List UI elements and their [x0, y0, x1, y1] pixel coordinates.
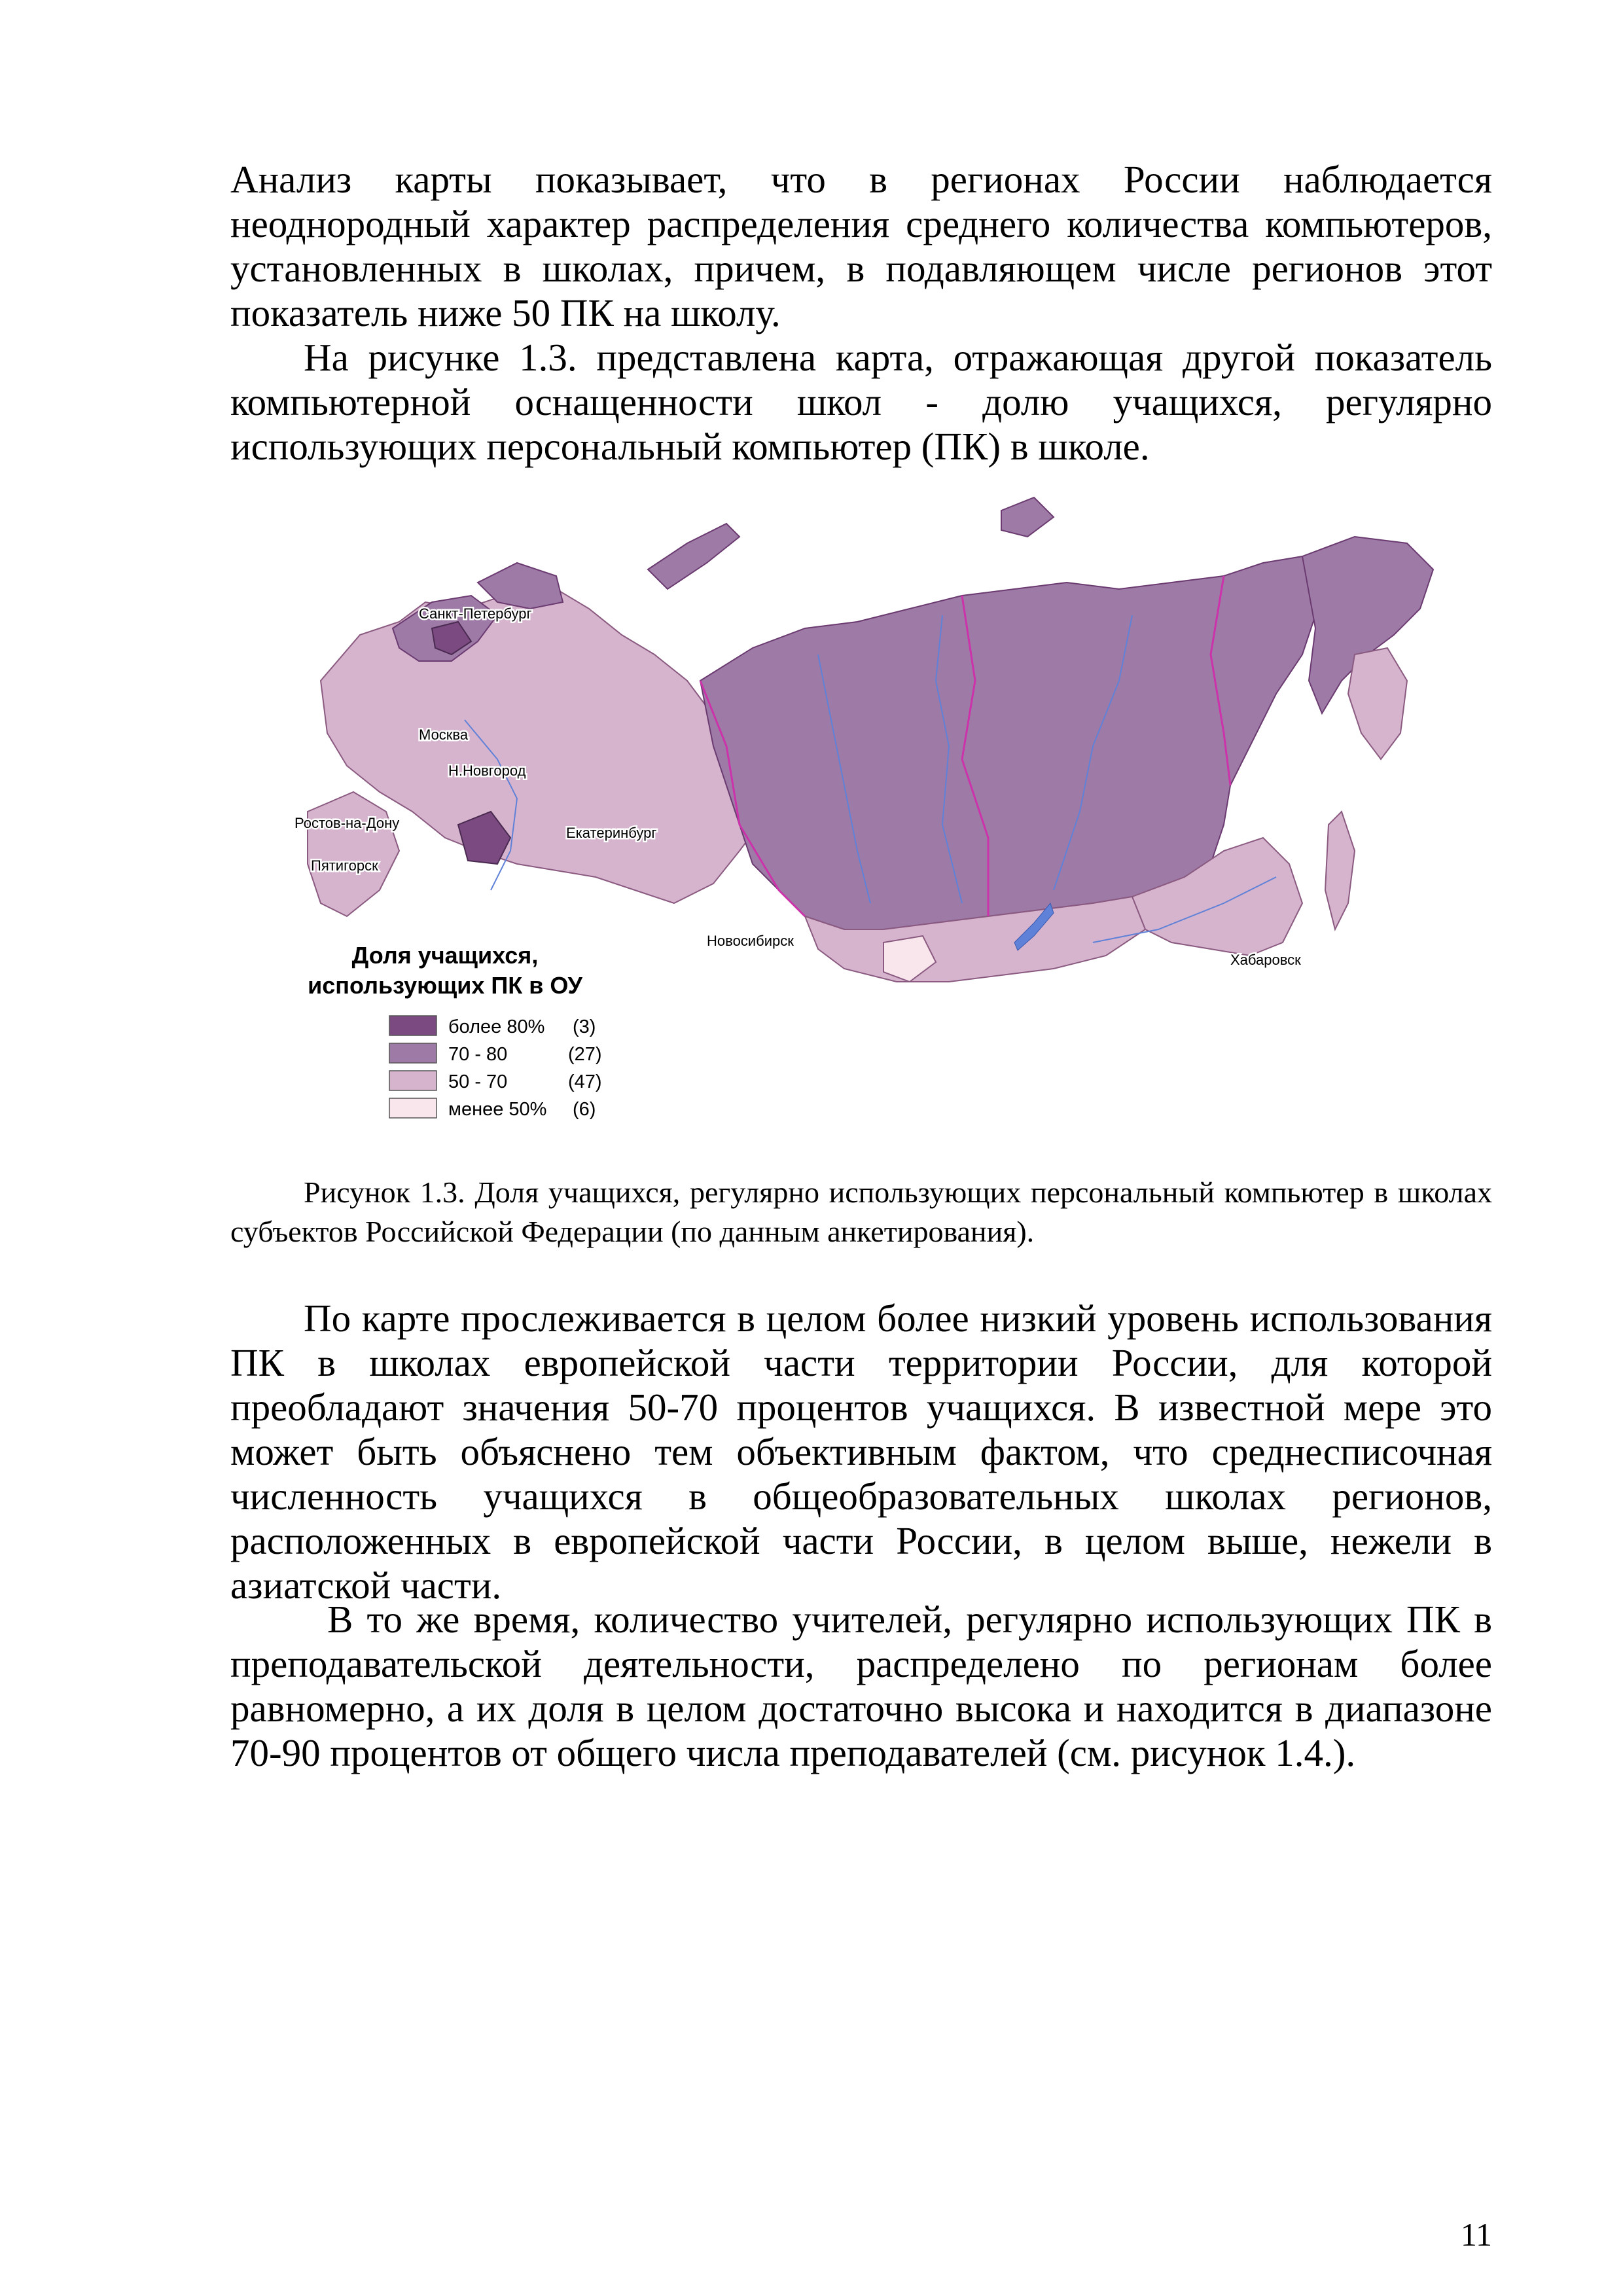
- legend-label: более 80%: [448, 1016, 545, 1037]
- legend-swatch: [389, 1098, 437, 1118]
- map-island-severnaya: [1001, 497, 1054, 537]
- city-label-ekaterinburg: Екатеринбург: [566, 825, 657, 841]
- city-label-moscow: Москва: [419, 726, 469, 743]
- city-label-rostov: Ростов-на-Дону: [294, 815, 400, 831]
- legend-label: 70 - 80: [448, 1044, 508, 1065]
- legend-label: менее 50%: [448, 1099, 547, 1120]
- legend-item: [389, 1043, 602, 1065]
- legend-count: (3): [573, 1016, 596, 1037]
- map-region-south-west: [308, 792, 399, 916]
- legend-count: (47): [568, 1071, 602, 1092]
- legend-swatch: [389, 1043, 437, 1063]
- legend-item: [389, 1071, 602, 1092]
- paragraph-map-conclusion: По карте прослеживается в целом более низкий уровень использования ПК в школах европейской части территории России, для которой преобладают значения 50-70 процентов учащихся. В известной мере это может быть объяснено тем объективным фактом, что среднесписочная численность учащихся в общеобразовательных школах регионов, расположенных в европейской части России, в целом выше, нежели в азиатской части.: [230, 1297, 1492, 1607]
- legend-count: (6): [573, 1099, 596, 1120]
- legend-item: [389, 1016, 596, 1037]
- city-label-novosibirsk: Новосибирск: [707, 933, 794, 949]
- figure-caption: Рисунок 1.3. Доля учащихся, регулярно использующих персональный компьютер в школах субъектов Российской Федерации (по данным анкетирования).: [230, 1175, 1492, 1248]
- legend-swatch: [389, 1071, 437, 1090]
- city-label-nnovgorod: Н.Новгород: [448, 762, 526, 779]
- map-island-novaya-zemlya: [648, 524, 740, 589]
- paragraph-figure-intro: На рисунке 1.3. представлена карта, отражающая другой показатель компьютерной оснащенности школ - долю учащихся, регулярно использующих персональный компьютер (ПК) в школе.: [230, 336, 1492, 468]
- page-number: 11: [1460, 2216, 1492, 2253]
- russia-map-figure: [281, 484, 1459, 1152]
- city-label-pyatigorsk: Пятигорск: [311, 857, 378, 874]
- legend-count: (27): [568, 1044, 602, 1065]
- legend-item: [389, 1098, 596, 1120]
- paragraph-teachers: В то же время, количество учителей, регулярно использующих ПК в преподавательской деятельности, распределено по регионам более равномерно, а их доля в целом достаточно высока и находится в диапазоне 70-90 процентов от общего числа преподавателей (см. рисунок 1.4.).: [230, 1598, 1492, 1774]
- legend-title-line2: использующих ПК в ОУ: [308, 972, 582, 999]
- map-region-sakhalin: [1325, 812, 1355, 929]
- legend-swatch: [389, 1016, 437, 1035]
- legend-title-line1: Доля учащихся,: [351, 942, 539, 969]
- map-region-kamchatka: [1348, 648, 1407, 759]
- paragraph-map-analysis: Анализ карты показывает, что в регионах России наблюдается неоднородный характер распределения среднего количества компьютеров, установленных в школах, причем, в подавляющем числе регионов этот показатель ниже 50 ПК на школу.: [230, 158, 1492, 334]
- legend-label: 50 - 70: [448, 1071, 508, 1092]
- city-label-spb: Санкт-Петербург: [419, 605, 532, 622]
- city-label-khabarovsk: Хабаровск: [1230, 952, 1301, 968]
